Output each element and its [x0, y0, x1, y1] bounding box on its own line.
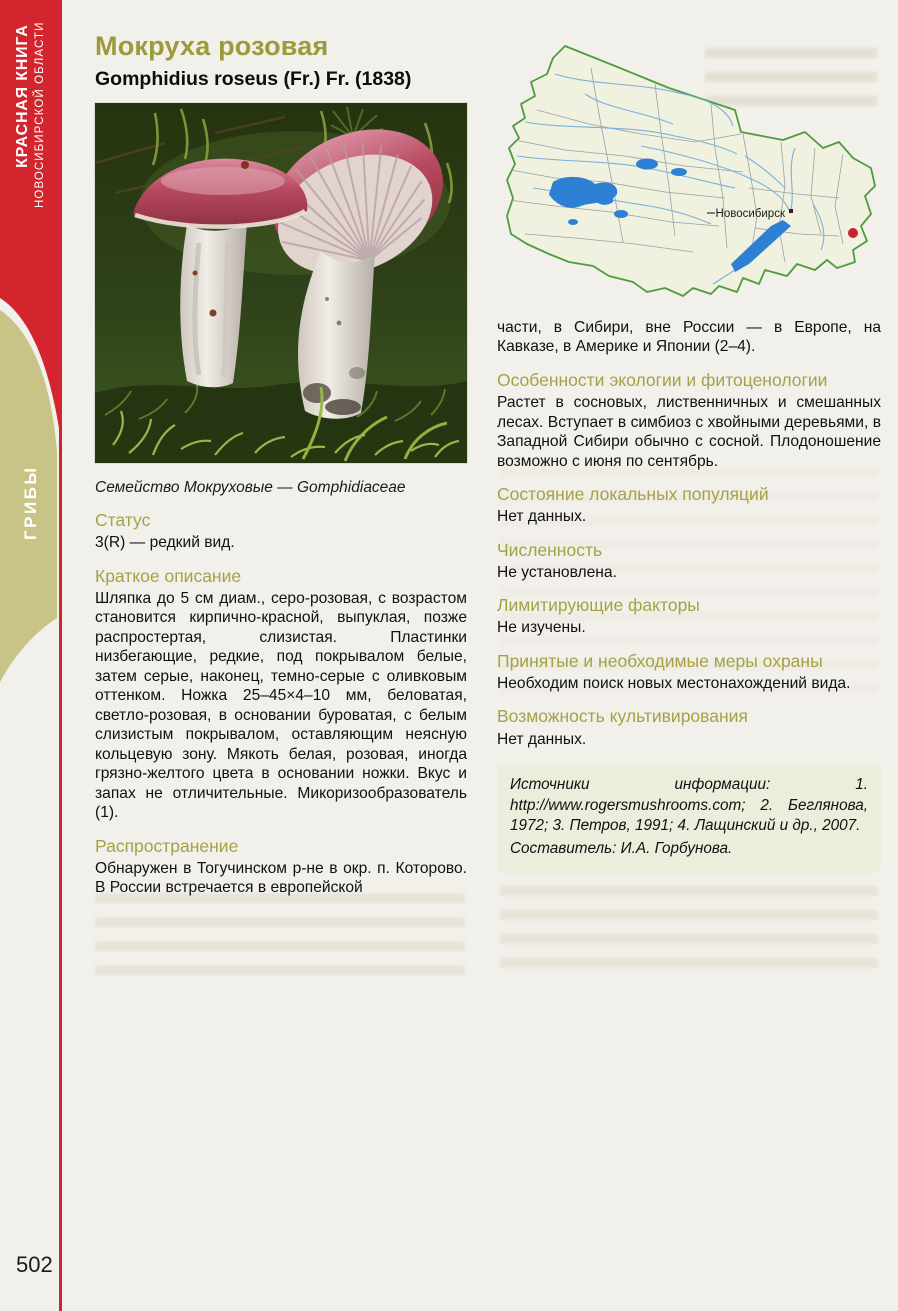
- section-heading: Распространение: [95, 835, 239, 856]
- mushroom-photo-art: [95, 103, 467, 463]
- species-title-latin: Gomphidius roseus (Fr.) Fr. (1838): [95, 68, 412, 91]
- oblast-boundary: [507, 46, 875, 296]
- section-body: 3(R) — редкий вид.: [95, 534, 235, 552]
- section-status: [95, 510, 467, 553]
- section-body: Нет данных.: [497, 730, 587, 748]
- section-heading: Особенности экологии и фитоценологии: [497, 369, 828, 390]
- city-label: Новосибирск: [715, 208, 785, 220]
- species-title-russian: Мокруха розовая: [95, 31, 329, 61]
- section-body: Нет данных.: [497, 508, 587, 526]
- sources-text: Источники информации: 1. http://www.rogersmushrooms.com; 2. Беглянова, 1972; 3. Петров, 1991; 4. Лащинский и др., 2007.: [510, 776, 868, 835]
- record-location-dot: [848, 228, 858, 238]
- range-map: [497, 36, 881, 306]
- distribution-continuation: части, в Сибири, вне России — в Европе, на Кавказе, в Америке и Японии (2–4).: [497, 319, 881, 356]
- section-heading: Статус: [95, 510, 151, 531]
- section-abundance: [497, 540, 881, 583]
- sidebar-section-label: ГРИБЫ: [21, 465, 40, 540]
- bleed-through-decor: [500, 862, 878, 970]
- compiler-text: Составитель: И.А. Горбунова.: [510, 840, 733, 857]
- bleed-through-decor: [95, 893, 465, 975]
- section-heading: Принятые и необходимые меры охраны: [497, 650, 823, 671]
- section-distribution: [95, 836, 467, 898]
- section-protection-measures: [497, 651, 881, 694]
- section-heading: Численность: [497, 539, 603, 560]
- section-body: Обнаружен в Тогучинском р-не в окр. п. Которово. В России встречается в европейской: [95, 859, 467, 897]
- section-limiting-factors: [497, 595, 881, 638]
- section-description: [95, 566, 467, 823]
- section-body: Не изучены.: [497, 619, 586, 637]
- novosibirsk-oblast-map: [497, 36, 881, 306]
- section-ecology: [497, 370, 881, 471]
- section-body: Шляпка до 5 см диам., серо-розовая, с возрастом становится кирпично-красной, выпуклая, позже распростертая, слизистая. Пластинки низбегающие, редкие, под покрывалом белые, затем серые, наконец, темно-серые с оливковым оттенком. Ножка 25–45×4–10 мм, беловатая, светло-розовая, в основании буроватая, с белым слизистым покрывалом, оставляющим неясную кольцевую зону. Мякоть белая, розовая, иногда грязно-желтого цвета в основании ножки. Вкус и запах не отличительные. Микоризообразователь (1).: [95, 589, 467, 822]
- section-body: Не установлена.: [497, 563, 617, 581]
- left-column: [95, 32, 467, 898]
- section-local-populations: [497, 484, 881, 527]
- section-heading: Состояние локальных популяций: [497, 484, 769, 505]
- section-heading: Краткое описание: [95, 565, 242, 586]
- city-dot: [789, 209, 793, 213]
- section-cultivation: [497, 706, 881, 749]
- section-body: Растет в сосновых, лиственничных и смешанных лесах. Вступает в симбиоз с хвойными деревьями, в Западной Сибири обычно с сосной. Плодоношение возможно с июня по сентябрь.: [497, 394, 881, 470]
- family-caption: Семейство Мокруховые — Gomphidiaceae: [95, 479, 406, 497]
- right-column: [497, 36, 881, 872]
- sidebar-book-title: КРАСНАЯ КНИГА: [14, 24, 31, 168]
- section-body: Необходим поиск новых местонахождений вида.: [497, 674, 851, 692]
- page-number: 502: [16, 1252, 53, 1277]
- section-heading: Возможность культивирования: [497, 706, 748, 727]
- sidebar-artwork: [0, 0, 66, 1311]
- species-photo: [95, 103, 467, 463]
- section-heading: Лимитирующие факторы: [497, 595, 700, 616]
- sidebar-book-subtitle: НОВОСИБИРСКОЙ ОБЛАСТИ: [34, 21, 46, 208]
- sources-box: [497, 765, 881, 872]
